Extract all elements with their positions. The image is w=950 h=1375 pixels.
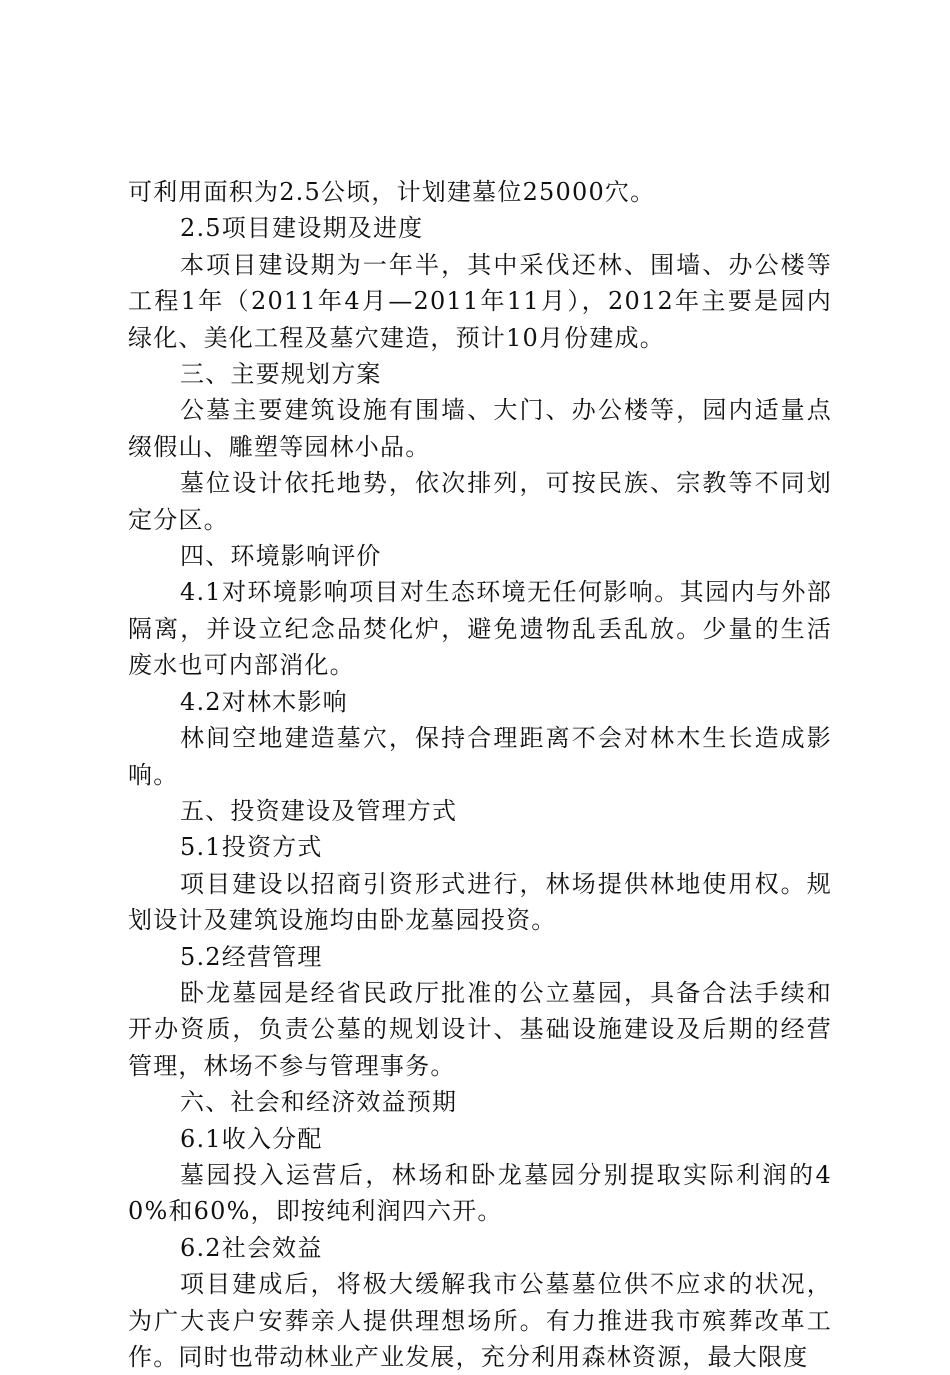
heading-section-3: 三、主要规划方案 (180, 360, 382, 389)
heading-2-5-schedule: 2.5项目建设期及进度 (180, 214, 424, 243)
heading-6-1-income: 6.1收入分配 (180, 1124, 323, 1153)
paragraph-facilities: 公墓主要建筑设施有围墙、大门、办公楼等，园内适量点缀假山、雕塑等园林小品。 (128, 396, 832, 461)
paragraph-social-benefit: 项目建成后，将极大缓解我市公墓墓位供不应求的状况，为广大丧户安葬亲人提供理想场所。有力推进我市殡葬改革工作。同时也带动林业产业发展，充分利用森林资源，最大限度 (128, 1270, 832, 1371)
paragraph-environment: 4.1对环境影响项目对生态环境无任何影响。其园内与外部隔离，并设立纪念品焚化炉，避免遗物乱丢乱放。少量的生活废水也可内部消化。 (128, 578, 832, 680)
heading-section-4: 四、环境影响评价 (180, 542, 382, 571)
document-body (128, 174, 832, 1375)
paragraph-investment: 项目建设以招商引资形式进行，林场提供林地使用权。规划设计及建筑设施均由卧龙墓园投资。 (128, 869, 832, 935)
heading-section-6: 六、社会和经济效益预期 (180, 1088, 458, 1117)
heading-5-2-management: 5.2经营管理 (180, 942, 323, 971)
heading-6-2-social: 6.2社会效益 (180, 1233, 323, 1262)
paragraph-area-capacity: 可利用面积为2.5公顷，计划建墓位25000穴。 (128, 178, 656, 206)
heading-4-2-forest: 4.2对林木影响 (180, 687, 348, 716)
heading-5-1-investment: 5.1投资方式 (180, 833, 323, 862)
paragraph-forest-impact: 林间空地建造墓穴，保持合理距离不会对林木生长造成影响。 (128, 724, 832, 789)
paragraph-management: 卧龙墓园是经省民政厅批准的公立墓园，具备合法手续和开办资质，负责公墓的规划设计、基础设施建设及后期的经营管理，林场不参与管理事务。 (128, 978, 832, 1080)
paragraph-schedule: 本项目建设期为一年半，其中采伐还林、围墙、办公楼等工程1年（2011年4月—2011年11月），2012年主要是园内绿化、美化工程及墓穴建造，预计10月份建成。 (128, 250, 832, 352)
paragraph-income: 墓园投入运营后，林场和卧龙墓园分别提取实际利润的40%和60%，即按纯利润四六开。 (128, 1160, 832, 1226)
heading-section-5: 五、投资建设及管理方式 (180, 796, 458, 825)
paragraph-grave-layout: 墓位设计依托地势，依次排列，可按民族、宗教等不同划定分区。 (128, 469, 832, 534)
